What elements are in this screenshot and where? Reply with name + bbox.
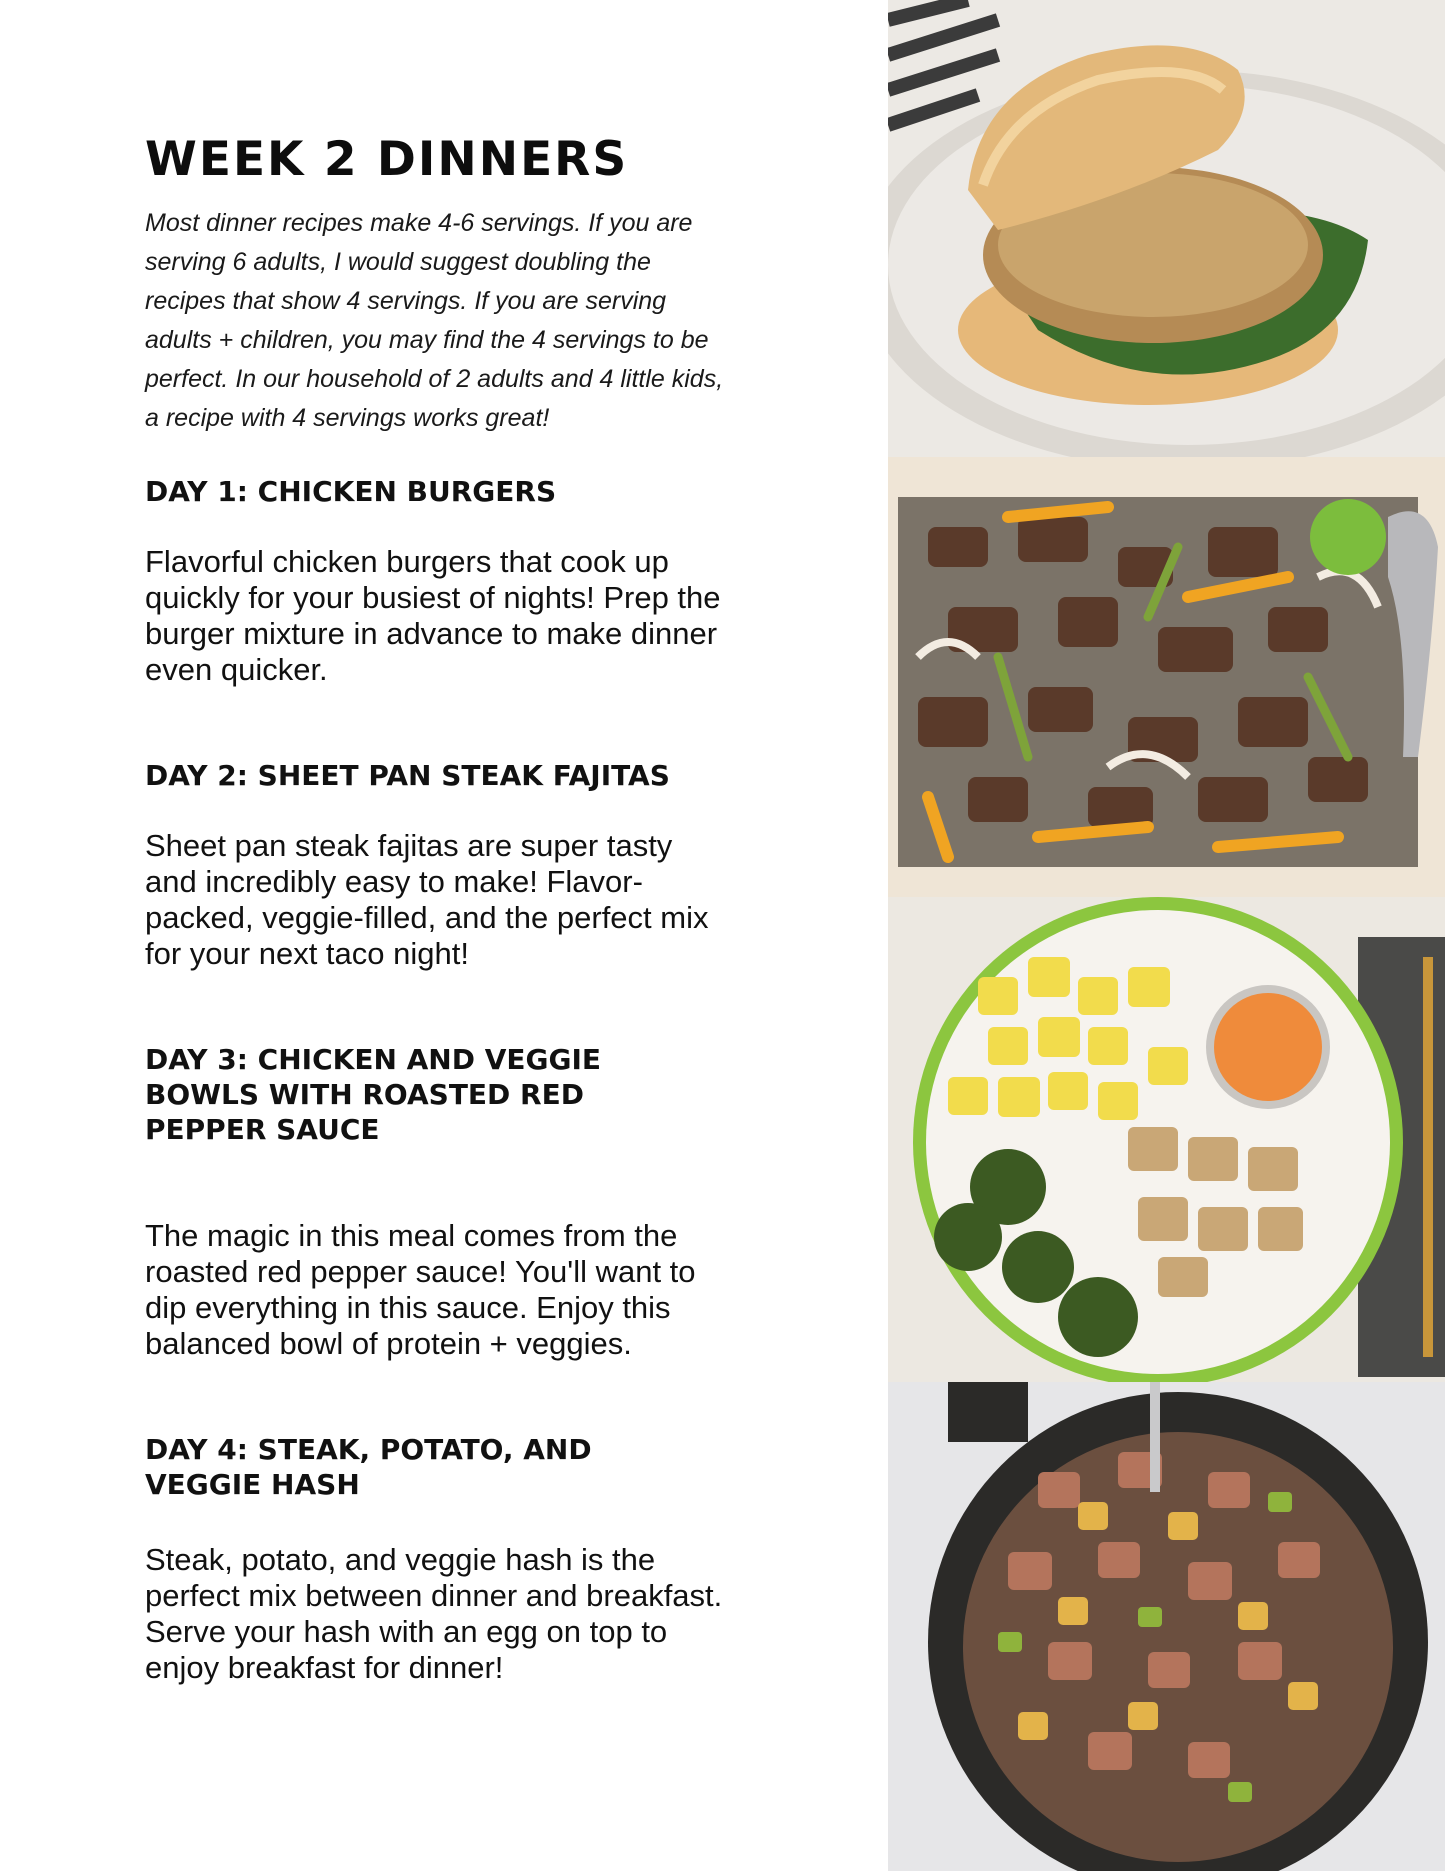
- day-2-description: Sheet pan steak fajitas are super tasty and incredibly easy to make! Flavor-packed, veggie-filled, and the perfect mix for your next taco night!: [145, 828, 709, 971]
- day-2-title: DAY 2: SHEET PAN STEAK FAJITAS: [145, 759, 670, 792]
- steak-fajitas-sheet-pan-photo: [888, 457, 1445, 897]
- day-3-description: The magic in this meal comes from the roasted red pepper sauce! You'll want to dip everything in this sauce. Enjoy this balanced bowl of protein + veggies.: [145, 1218, 696, 1361]
- intro-paragraph: Most dinner recipes make 4-6 servings. If you are serving 6 adults, I would suggest doubling the recipes that show 4 servings. If you are serving adults + children, you may find the 4 servings to be perfect. In our household of 2 adults and 4 little kids, a recipe with 4 servings works great!: [145, 209, 724, 432]
- day-4-title: DAY 4: STEAK, POTATO, AND VEGGIE HASH: [145, 1433, 592, 1501]
- chicken-burger-photo: [888, 0, 1445, 457]
- day-1-description: Flavorful chicken burgers that cook up quickly for your busiest of nights! Prep the burger mixture in advance to make dinner even quicker.: [145, 544, 721, 687]
- chicken-veggie-bowl-photo: [888, 897, 1445, 1382]
- day-3-title: DAY 3: CHICKEN AND VEGGIE BOWLS WITH ROASTED RED PEPPER SAUCE: [145, 1043, 602, 1146]
- page-title: WEEK 2 DINNERS: [145, 132, 629, 187]
- steak-potato-hash-skillet-photo: [888, 1382, 1445, 1871]
- day-1-title: DAY 1: CHICKEN BURGERS: [145, 475, 557, 508]
- day-4-description: Steak, potato, and veggie hash is the perfect mix between dinner and breakfast. Serve your hash with an egg on top to enjoy breakfast for dinner!: [145, 1542, 723, 1685]
